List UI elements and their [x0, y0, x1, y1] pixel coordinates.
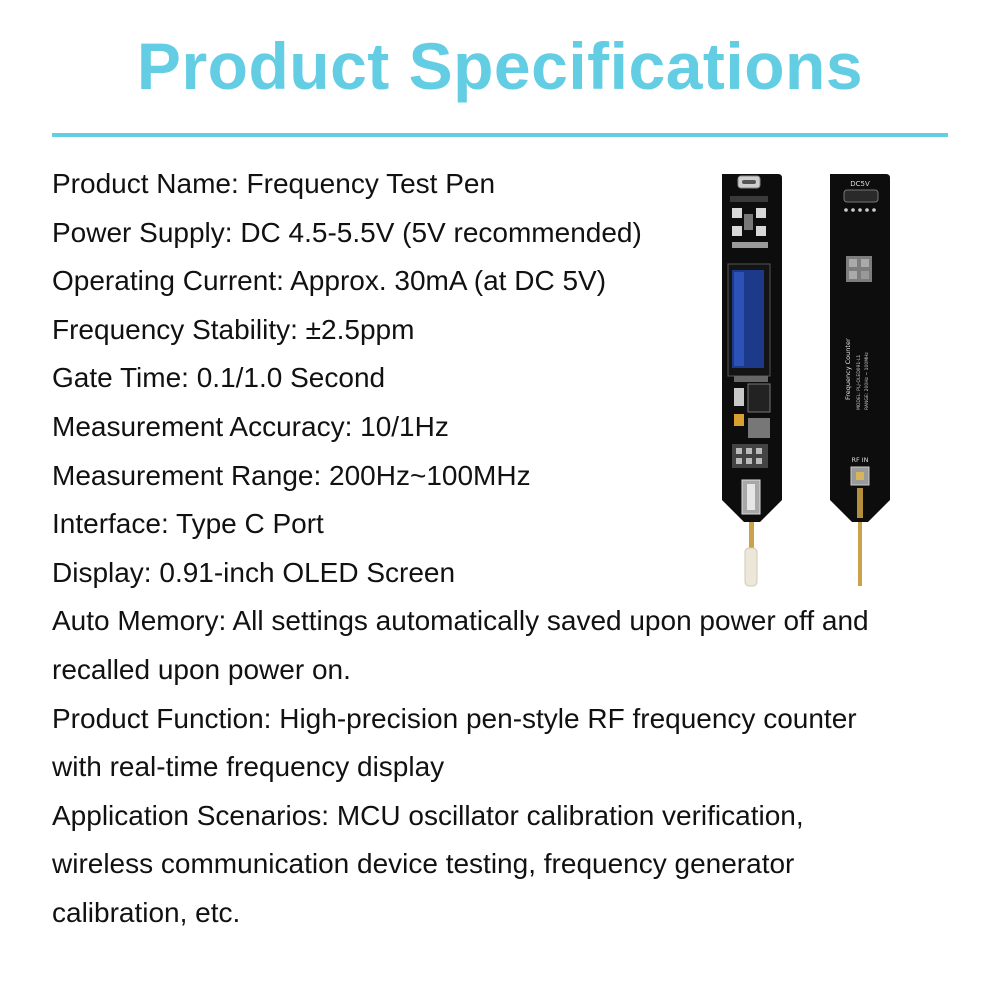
page-title: Product Specifications: [136, 29, 864, 103]
device-back-image: [820, 170, 900, 590]
spec-line: Interface: Type C Port: [52, 508, 324, 540]
spec-line: Gate Time: 0.1/1.0 Second: [52, 362, 386, 394]
spec-line: Measurement Accuracy: 10/1Hz: [52, 410, 449, 442]
spec-line: Display: 0.91-inch OLED Screen: [52, 556, 456, 588]
spec-line: calibration, etc.: [52, 896, 241, 928]
rf-in-label: RF IN: [851, 456, 869, 464]
spec-line: Frequency Stability: ±2.5ppm: [52, 313, 415, 345]
spec-list: [52, 160, 952, 938]
model-label: MODEL: PLJ-OLED091-L1: [857, 354, 862, 410]
spec-line: Product Name: Frequency Test Pen: [52, 168, 496, 199]
spec-line: Operating Current: Approx. 30mA (at DC 5V): [52, 265, 607, 297]
dc-label: DC5V: [850, 180, 870, 188]
spec-line: recalled upon power on.: [52, 653, 351, 685]
spec-line: Application Scenarios: MCU oscillator calibration verification,: [52, 799, 804, 831]
device-front-image: [712, 170, 792, 590]
spec-line: Product Function: High-precision pen-style RF frequency counter: [52, 702, 857, 734]
range-label: RANGE: 200Hz ~ 100MHz: [865, 352, 870, 410]
counter-label: Frequency Counter: [844, 338, 852, 400]
spec-line: Measurement Range: 200Hz~100MHz: [52, 459, 531, 491]
spec-line: Auto Memory: All settings automatically saved upon power off and: [52, 605, 869, 637]
spec-line: wireless communication device testing, frequency generator: [52, 848, 795, 880]
spec-line: with real-time frequency display: [52, 751, 445, 783]
spec-line: Power Supply: DC 4.5-5.5V (5V recommended): [52, 216, 642, 248]
title-divider: [52, 133, 948, 137]
